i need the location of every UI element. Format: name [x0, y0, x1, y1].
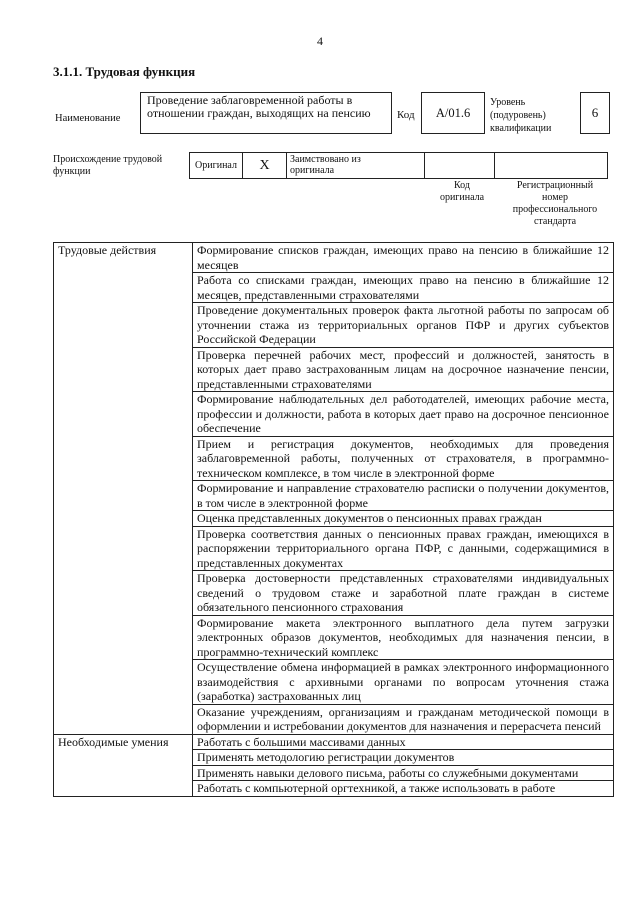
table-row — [54, 734, 614, 750]
labor-action-item: Формирование и направление страхователю расписки о получении документов, в том числе в электронной форме — [193, 481, 614, 511]
origin-label-line-2: функции — [53, 166, 91, 177]
registration-number-cell — [494, 152, 608, 179]
labor-action-item: Оценка представленных документов о пенсионных правах граждан — [193, 511, 614, 527]
registration-number-caption — [498, 180, 612, 228]
function-details-table — [53, 242, 614, 797]
code-label: Код — [397, 109, 415, 121]
qualification-level-label — [490, 96, 551, 135]
labor-action-item: Формирование списков граждан, имеющих право на пенсию в ближайшие 12 месяцев — [193, 243, 614, 273]
origin-table — [189, 152, 610, 179]
section-title: 3.1.1. Трудовая функция — [53, 64, 196, 79]
labor-action-item: Проверка перечней рабочих мест, профессий и должностей, занятость в которых дает право застрахованным лицам на досрочное назначение пенсии, представленными страхователями — [193, 347, 614, 392]
labor-action-item: Работа со списками граждан, имеющих право на пенсию в ближайшие 12 месяцев, представленными страхователями — [193, 273, 614, 303]
labor-action-item: Формирование наблюдательных дел работодателей, имеющих рабочие места, профессии и должности, работа в которых дает право на досрочное пенсионное обеспечение — [193, 392, 614, 437]
labor-actions-label: Трудовые действия — [54, 243, 193, 735]
labor-action-item: Осуществление обмена информацией в рамках электронного информационного взаимодействия с архивными органами по вопросам уточнения стажа (заработка) застрахованных лиц — [193, 660, 614, 705]
labor-action-item: Проверка достоверности представленных страхователями индивидуальных сведений о трудовом стаже и заработной плате граждан в системе обязательного пенсионного страхования — [193, 571, 614, 616]
reg-caption-line-2: номер — [542, 192, 568, 203]
function-name-value: Проведение заблаговременной работы в отношении граждан, выходящих на пенсию — [140, 92, 392, 134]
required-skills-label: Необходимые умения — [54, 734, 193, 796]
labor-action-item: Прием и регистрация документов, необходимых для проведения заблаговременной работы, полученных от страхователя, в программно-техническом комплексе, в том числе в электронной форме — [193, 436, 614, 481]
table-row — [54, 243, 614, 273]
code-value: А/01.6 — [421, 92, 485, 134]
labor-action-item: Формирование макета электронного выплатного дела путем загрузки электронных образов документов, необходимых для назначения пенсии, в программно-технический комплекс — [193, 615, 614, 660]
code-caption-line-2: оригинала — [439, 192, 485, 203]
original-label: Оригинал — [189, 152, 243, 179]
level-label-line-2: (подуровень) — [490, 110, 546, 121]
reg-caption-line-3: профессионального — [512, 204, 598, 215]
borrowed-label-line-2: оригинала — [290, 165, 335, 176]
labor-action-item: Оказание учреждениям, организациям и гражданам методической помощи в оформлении и истребовании документов для назначения и перерасчета пенсий — [193, 704, 614, 734]
original-code-cell — [424, 152, 495, 179]
original-code-caption — [426, 180, 498, 204]
skill-item: Применять методологию регистрации документов — [193, 750, 614, 766]
labor-action-item: Проведение документальных проверок факта льготной работы по запросам об уточнении стажа из территориальных органов ПФР и других субъектов Российской Федерации — [193, 303, 614, 348]
skill-item: Работать с большими массивами данных — [193, 734, 614, 750]
level-label-line-1: Уровень — [490, 97, 526, 108]
skill-item: Применять навыки делового письма, работы со служебными документами — [193, 765, 614, 781]
skill-item: Работать с компьютерной оргтехникой, а также использовать в работе — [193, 781, 614, 797]
labor-action-item: Проверка соответствия данных о пенсионных правах граждан, имеющихся в распоряжении территориального органа ПФР, с данными, содержащимися в представленных документах — [193, 526, 614, 571]
borrowed-label-line-1: Заимствовано из — [290, 154, 361, 165]
reg-caption-line-1: Регистрационный — [516, 180, 594, 191]
original-mark: X — [242, 152, 287, 179]
qualification-level-value: 6 — [580, 92, 610, 134]
origin-label-line-1: Происхождение трудовой — [53, 154, 163, 165]
code-caption-line-1: Код — [454, 180, 470, 191]
level-label-line-3: квалификации — [490, 123, 552, 134]
borrowed-label — [286, 152, 425, 179]
origin-label — [53, 154, 162, 178]
page-number: 4 — [317, 34, 323, 48]
name-label: Наименование — [55, 113, 121, 124]
reg-caption-line-4: стандарта — [533, 216, 577, 227]
